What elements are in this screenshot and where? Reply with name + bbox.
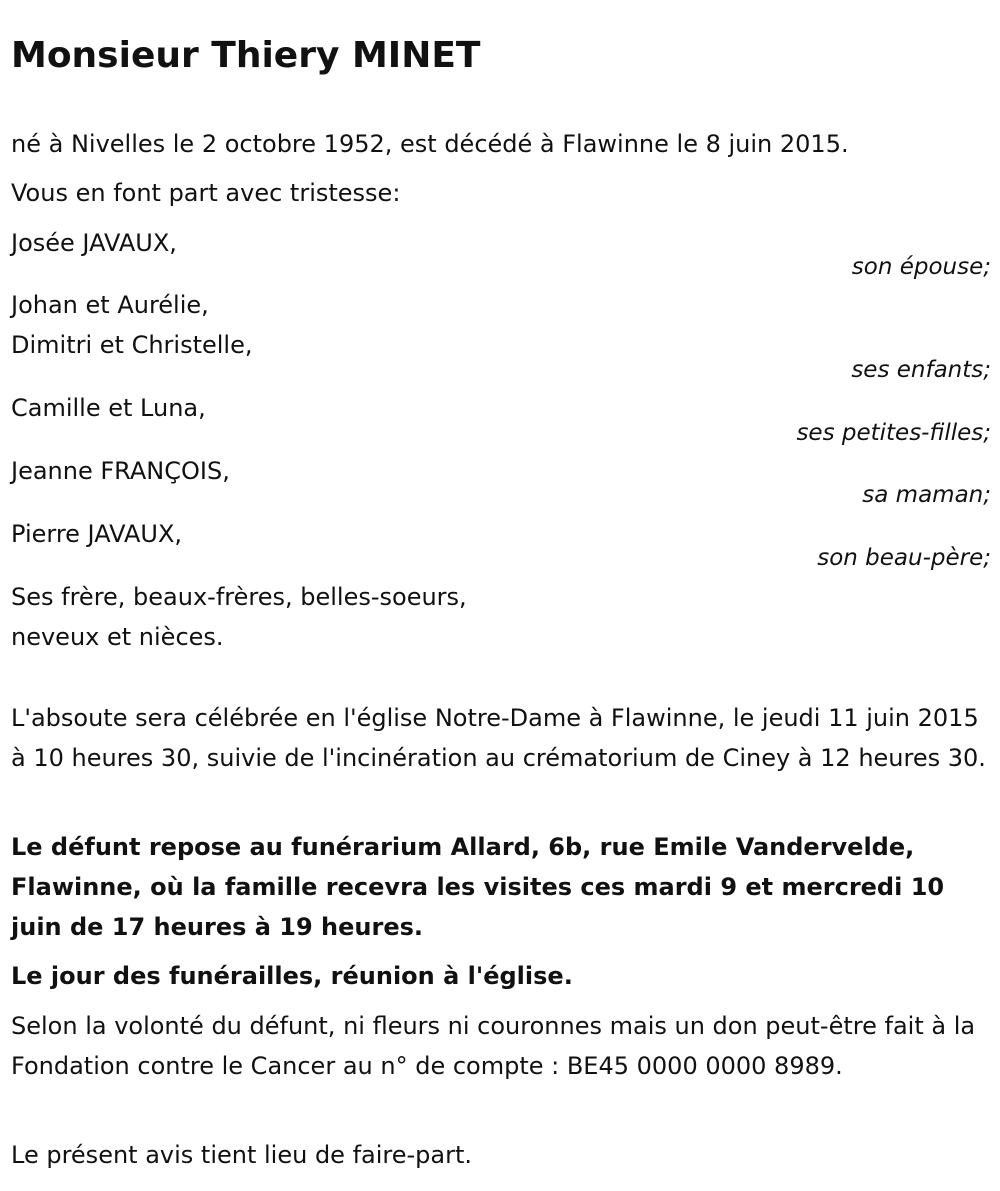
family-name: Josée JAVAUX, <box>11 229 177 257</box>
notice-title: Monsieur Thiery MINET <box>11 35 481 76</box>
announcement-line: Vous en font part avec tristesse: <box>11 179 401 207</box>
family-name: Jeanne FRANÇOIS, <box>11 457 230 485</box>
family-name: Johan et Aurélie, <box>11 291 209 319</box>
meeting-paragraph: Le jour des funérailles, réunion à l'église. <box>11 962 573 990</box>
closing-paragraph: Le présent avis tient lieu de faire-part. <box>11 1141 473 1169</box>
family-name: Pierre JAVAUX, <box>11 520 183 548</box>
ceremony-paragraph: L'absoute sera célébrée en l'église Notre-Dame à Flawinne, le jeudi 11 juin 2015 à 10 heures 30, suivie de l'incinération au crématorium de Ciney à 12 heures 30. <box>11 704 986 772</box>
visitation-paragraph: Le défunt repose au funérarium Allard, 6b, rue Emile Vandervelde, Flawinne, où la famille recevra les visites ces mardi 9 et mercredi 10 juin de 17 heures à 19 heures. <box>11 833 945 941</box>
family-name: Camille et Luna, <box>11 394 206 422</box>
donation-paragraph: Selon la volonté du défunt, ni fleurs ni couronnes mais un don peut-être fait à la Fondation contre le Cancer au n° de compte : BE45 0000 0000 8989. <box>11 1012 976 1080</box>
family-relation: ses petites-filles; <box>796 420 991 446</box>
family-relation: sa maman; <box>862 482 991 508</box>
family-relation: son épouse; <box>851 254 991 280</box>
family-relation: ses enfants; <box>851 357 991 383</box>
family-name: Ses frère, beaux-frères, belles-soeurs, <box>11 583 467 611</box>
family-name: neveux et nièces. <box>11 623 224 651</box>
birth-death-line: né à Nivelles le 2 octobre 1952, est décédé à Flawinne le 8 juin 2015. <box>11 130 849 158</box>
family-name: Dimitri et Christelle, <box>11 331 253 359</box>
family-relation: son beau-père; <box>817 545 991 571</box>
